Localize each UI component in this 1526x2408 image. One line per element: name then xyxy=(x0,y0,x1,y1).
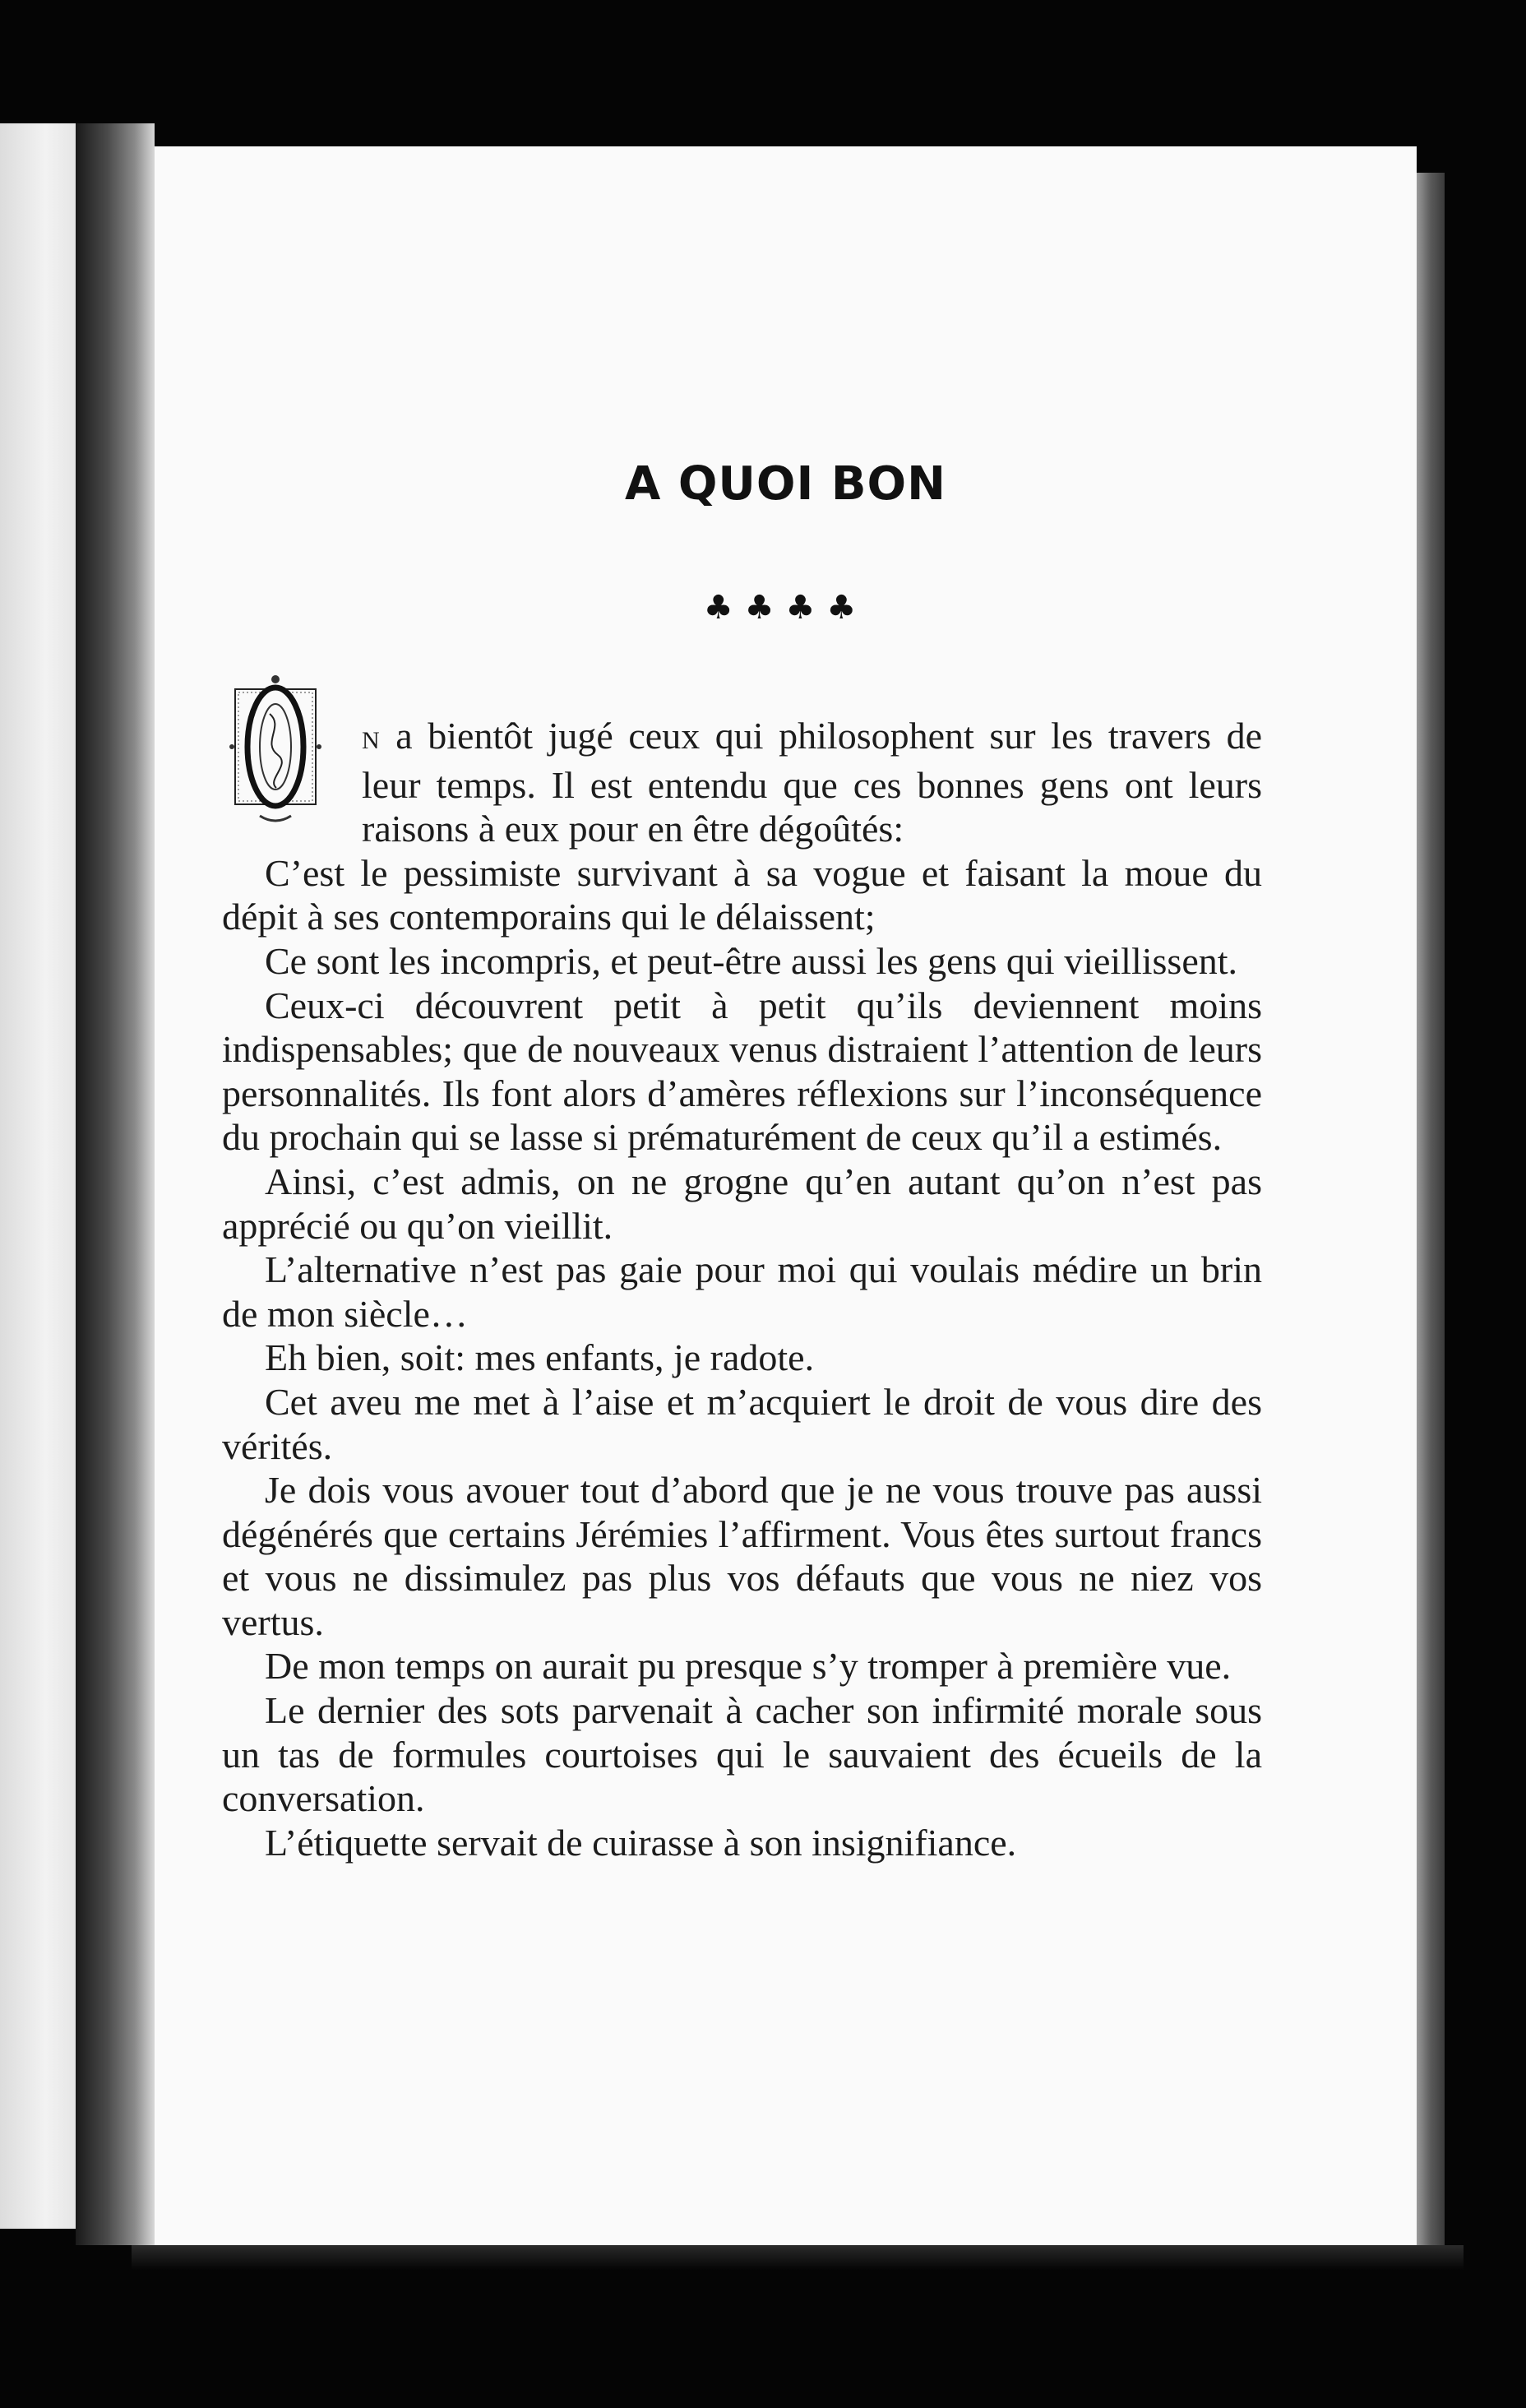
chapter-title: A QUOI BON xyxy=(624,457,946,511)
paragraph: Ce sont les incompris, et peut-être aussi les gens qui vieillissent. xyxy=(265,939,1238,982)
paragraph: Je dois vous avouer tout d’abord que je ne vous trouve pas aussi dégénérés que certains Jérémies l’affirment. Vous êtes surtout francs et vous ne dissimulez pas plus vos défauts que vous ne niez vos vertus. xyxy=(222,1469,1262,1643)
paragraph: Eh bien, soit: mes enfants, je radote. xyxy=(265,1336,815,1379)
left-page-edge xyxy=(0,123,76,2229)
ornament-divider: ♣♣♣♣ xyxy=(703,589,868,627)
paragraph: Cet aveu me met à l’aise et m’acquiert le droit de vous dire des vérités. xyxy=(222,1380,1262,1467)
paragraph: C’est le pessimiste survivant à sa vogue et faisant la moue du dépit à ses contemporains qui le délaissent; xyxy=(222,851,1262,938)
opening-paragraph xyxy=(222,714,1262,851)
bottom-shadow xyxy=(132,2245,1464,2270)
drop-cap-top-dot xyxy=(271,675,280,683)
paragraph: L’alternative n’est pas gaie pour moi qui voulais médire un brin de mon siècle… xyxy=(222,1248,1262,1335)
book-page xyxy=(155,146,1417,2245)
paragraph: De mon temps on aurait pu presque s’y tromper à première vue. xyxy=(265,1645,1232,1688)
body-text xyxy=(222,714,1262,1864)
paragraph: Ainsi, c’est admis, on ne grogne qu’en autant qu’on n’est pas apprécié ou qu’on vieillit. xyxy=(222,1160,1262,1247)
opening-text: a bientôt jugé ceux qui philosophent sur les travers de leur temps. Il est entendu que ces bonnes gens ont leurs raisons à eux pour en être dégoûtés: xyxy=(362,715,1262,850)
paragraph: L’étiquette servait de cuirasse à son insignifiance. xyxy=(265,1821,1017,1864)
drop-cap-rest: N xyxy=(362,727,381,754)
book-gutter xyxy=(76,123,155,2245)
paragraph: Ceux-ci découvrent petit à petit qu’ils deviennent moins indispensables; que de nouveaux venus distraient l’attention de leurs personnalités. Ils font alors d’amères réflexions sur l’inconséquence du prochain qui se lasse si prématurément de ceux qu’il a estimés. xyxy=(222,984,1262,1159)
paragraph: Le dernier des sots parvenait à cacher son infirmité morale sous un tas de formules courtoises qui le sauvaient des écueils de la conversation. xyxy=(222,1689,1262,1820)
page-stack-edge xyxy=(1417,173,1445,2245)
